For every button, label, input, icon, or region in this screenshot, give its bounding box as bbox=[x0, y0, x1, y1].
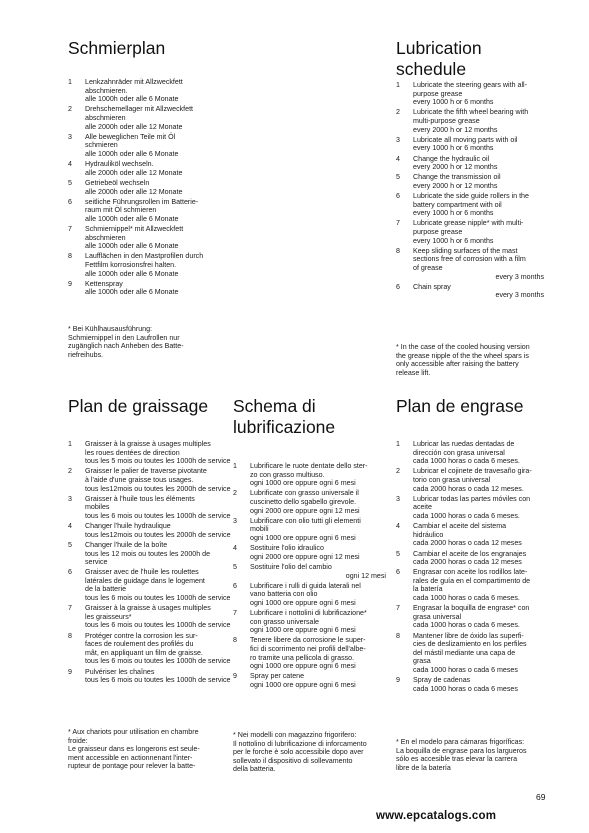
list-item bbox=[68, 631, 231, 666]
item-number: 2 bbox=[68, 467, 72, 476]
item-line: cuscinetto dello sgabello girevole. bbox=[250, 497, 357, 506]
note-de bbox=[68, 325, 228, 359]
item-line: Lubrificate con grasso universale il bbox=[250, 489, 359, 498]
item-line: alle 1000h oder alle 6 Monate bbox=[85, 269, 179, 278]
list-item bbox=[68, 467, 231, 493]
item-number: 6 bbox=[396, 568, 400, 577]
item-line: alle 2000h oder alle 12 Monate bbox=[85, 168, 183, 177]
item-number: 8 bbox=[68, 252, 72, 261]
item-number: 2 bbox=[68, 105, 72, 114]
item-number: 7 bbox=[396, 604, 400, 613]
item-line: every 2000 h or 12 months bbox=[413, 163, 498, 172]
item-line: cada 1000 horas o cada 6 meses. bbox=[413, 457, 520, 466]
item-number: 7 bbox=[68, 225, 72, 234]
note-line: * In the case of the cooled housing version bbox=[396, 343, 530, 351]
item-line: vano batteria con olio bbox=[250, 590, 318, 599]
item-line: Lenkzahnräder mit Allzweckfett bbox=[85, 78, 183, 86]
item-line: cada 2000 horas o cada 12 meses bbox=[413, 539, 522, 548]
list-item bbox=[68, 568, 231, 603]
item-line: tous les12mois ou toutes les 2000h de service bbox=[85, 484, 231, 493]
item-number: 7 bbox=[68, 604, 72, 613]
item-number: 7 bbox=[233, 609, 237, 618]
title-de bbox=[68, 38, 165, 59]
item-line: tous les 12 mois ou toutes les 2000h de bbox=[85, 549, 211, 558]
item-line: every 1000 h or 6 months bbox=[413, 98, 494, 107]
item-line: Sostituire l'olio idraulico bbox=[250, 544, 324, 553]
list-item bbox=[396, 219, 546, 245]
footer-watermark: www.epcatalogs.com bbox=[376, 810, 497, 822]
list-item bbox=[396, 81, 546, 107]
item-line: Keep sliding surfaces of the mast bbox=[413, 246, 518, 255]
list-item bbox=[233, 609, 388, 635]
item-number: 5 bbox=[68, 178, 72, 187]
item-number: 3 bbox=[233, 516, 237, 525]
list-en bbox=[396, 81, 546, 302]
item-line: ogni 1000 ore oppure ogni 6 mesi bbox=[250, 598, 356, 607]
item-number: 3 bbox=[68, 494, 72, 503]
item-line: alle 1000h oder alle 6 Monate bbox=[85, 214, 179, 223]
item-number: 1 bbox=[68, 440, 72, 448]
list-item bbox=[68, 252, 228, 278]
list-item bbox=[233, 636, 388, 670]
title-line: lubrificazione bbox=[233, 417, 336, 437]
list-item bbox=[68, 280, 228, 297]
item-line: tous les 5 mois ou toutes les 1000h de service bbox=[85, 457, 231, 466]
note-line: * En el modelo para cámaras frigoríficas: bbox=[396, 738, 525, 746]
item-number: 9 bbox=[233, 672, 237, 681]
item-line: ogni 1000 ore oppure ogni 6 mesi bbox=[250, 681, 356, 689]
item-line: Mantener libre de óxido las superfi- bbox=[413, 631, 524, 640]
item-number: 6 bbox=[396, 282, 400, 291]
item-line: Fettfilm korrosionsfrei halten. bbox=[85, 261, 177, 270]
item-line: ogni 1000 ore oppure ogni 6 mesi bbox=[250, 533, 356, 542]
item-line: Cambiar el aceite de los engranajes bbox=[413, 549, 527, 558]
item-line: schmieren bbox=[85, 141, 118, 150]
item-line: Chain spray bbox=[413, 282, 451, 291]
item-line: service bbox=[85, 558, 108, 567]
item-line: Lubricate the fifth wheel bearing with bbox=[413, 108, 529, 117]
item-line: del mástil mediante una capa de bbox=[413, 648, 516, 657]
list-item bbox=[68, 494, 231, 521]
list-item bbox=[68, 604, 231, 630]
note-line: sólo es accesible tras elevar la carrera bbox=[396, 755, 518, 764]
item-interval: ogni 12 mesi bbox=[345, 571, 386, 580]
note-it bbox=[233, 731, 388, 774]
item-line: Graisser avec de l'huile les roulettes bbox=[85, 568, 199, 577]
item-line: cada 2000 horas o cada 12 meses. bbox=[413, 484, 524, 493]
item-number: 7 bbox=[396, 219, 400, 228]
item-line: tous les12mois ou toutes les 2000h de service bbox=[85, 530, 231, 539]
item-number: 2 bbox=[396, 467, 400, 476]
item-line: tous les 6 mois ou toutes les 1000h de service bbox=[85, 621, 231, 630]
item-line: à l'aide d'une graisse tous usages. bbox=[85, 475, 194, 484]
item-line: Tenere libere da corrosione le super- bbox=[250, 636, 366, 645]
item-number: 8 bbox=[233, 636, 237, 645]
item-line: every 2000 h or 12 months bbox=[413, 181, 498, 190]
item-line: Engrasar con aceite los rodillos late- bbox=[413, 568, 528, 577]
item-line: purpose grease bbox=[413, 228, 463, 237]
item-line: Spray per catene bbox=[250, 672, 305, 681]
item-number: 1 bbox=[396, 440, 400, 448]
list-item bbox=[396, 495, 546, 521]
item-line: Kettenspray bbox=[85, 279, 123, 288]
title-fr bbox=[68, 396, 208, 417]
item-line: cada 1000 horas o cada 6 meses. bbox=[413, 594, 520, 603]
note-line: * Aux chariots pour utilisation en chambre bbox=[68, 728, 199, 736]
note-line: per le forche è solo accessibile dopo aver bbox=[233, 748, 364, 757]
list-item bbox=[396, 440, 546, 466]
item-line: latérales de guidage dans le logement bbox=[85, 576, 205, 585]
title-es bbox=[396, 396, 523, 417]
list-item bbox=[68, 667, 231, 685]
list-item bbox=[233, 489, 388, 515]
title-line: schedule bbox=[396, 59, 467, 79]
item-line: Spray de cadenas bbox=[413, 676, 471, 685]
item-line: Graisser à la graisse à usages multiples bbox=[85, 440, 211, 448]
item-number: 1 bbox=[396, 81, 400, 89]
note-line: froide: bbox=[68, 736, 88, 745]
item-line: fici di scorrimento nei profili dell'albe- bbox=[250, 645, 366, 654]
item-line: les graisseurs* bbox=[85, 612, 132, 621]
item-line: cada 1000 horas o cada 6 meses. bbox=[413, 621, 520, 630]
item-line: Drehschemellager mit Allzweckfett bbox=[85, 105, 194, 114]
item-line: Graisser à la graisse à usages multiples bbox=[85, 604, 211, 613]
item-number: 8 bbox=[396, 246, 400, 255]
note-es bbox=[396, 738, 546, 772]
item-number: 3 bbox=[396, 494, 400, 503]
item-line: purpose grease bbox=[413, 89, 463, 98]
item-line: of grease bbox=[413, 264, 443, 273]
item-line: grasa bbox=[413, 657, 431, 666]
item-line: Lubricate the steering gears with all- bbox=[413, 81, 527, 89]
item-number: 4 bbox=[233, 544, 237, 553]
list-item bbox=[68, 133, 228, 159]
item-line: tous les 6 mois ou toutes les 1000h de service bbox=[85, 511, 231, 520]
item-line: cada 1000 horas o cada 6 meses bbox=[413, 684, 518, 693]
list-item bbox=[233, 563, 388, 580]
item-line: ogni 1000 ore oppure ogni 6 mesi bbox=[250, 626, 356, 635]
item-line: Lubricar el cojinete de travesaño gira- bbox=[413, 467, 532, 476]
item-interval: every 3 months bbox=[495, 291, 544, 300]
note-line: the grease nipple of the the wheel spars is bbox=[396, 351, 529, 360]
item-line: battery compartment with oil bbox=[413, 200, 502, 209]
list-item bbox=[68, 198, 228, 224]
item-line: Lubrificare le ruote dentate dello ster- bbox=[250, 462, 368, 470]
note-line: zugänglich nach Anheben des Batte- bbox=[68, 342, 184, 351]
item-line: ogni 1000 ore oppure ogni 6 mesi bbox=[250, 479, 356, 488]
list-item bbox=[396, 676, 546, 693]
item-number: 8 bbox=[68, 631, 72, 640]
item-line: Schmiernippel* mit Allzweckfett bbox=[85, 225, 184, 234]
item-line: alle 1000h oder alle 6 Monate bbox=[85, 95, 179, 104]
item-line: abschmieren bbox=[85, 233, 126, 242]
item-number: 3 bbox=[68, 132, 72, 141]
item-number: 1 bbox=[68, 78, 72, 86]
item-line: Lubrificare i rulli di guida laterali nel bbox=[250, 581, 361, 590]
item-line: ogni 2000 ore oppure ogni 12 mesi bbox=[250, 506, 360, 515]
list-item bbox=[233, 582, 388, 608]
item-interval: every 3 months bbox=[495, 272, 544, 281]
item-line: alle 1000h oder alle 6 Monate bbox=[85, 149, 179, 158]
item-line: Lubricate grease nipple* with multi- bbox=[413, 219, 524, 228]
item-line: Hydrauliköl wechseln. bbox=[85, 160, 154, 169]
item-line: ro tramite una pellicola di grasso. bbox=[250, 653, 355, 662]
item-line: sections free of corrosion with a film bbox=[413, 255, 526, 264]
item-line: de la batterie bbox=[85, 585, 127, 594]
note-line: ment accessible en actionnenant l'inter- bbox=[68, 753, 193, 762]
item-line: zo con grasso multiuso. bbox=[250, 470, 325, 479]
title-line: Schema di bbox=[233, 396, 316, 416]
item-number: 9 bbox=[68, 279, 72, 288]
item-number: 6 bbox=[68, 197, 72, 206]
list-item bbox=[68, 160, 228, 177]
note-line: only accessible after raising the battery bbox=[396, 360, 519, 369]
item-line: Changer l'huile hydraulique bbox=[85, 522, 171, 531]
list-item bbox=[396, 550, 546, 567]
item-line: Lubrificare i nottolini di lubrificazione* bbox=[250, 609, 367, 618]
item-number: 2 bbox=[233, 489, 237, 498]
note-line: La boquilla de engrase para los largueros bbox=[396, 746, 527, 755]
item-line: seitliche Führungsrollen im Batterie- bbox=[85, 197, 199, 206]
list-item bbox=[68, 179, 228, 196]
item-line: hidráulico bbox=[413, 530, 444, 539]
list-item bbox=[68, 78, 228, 104]
item-line: ogni 2000 ore oppure ogni 12 mesi bbox=[250, 552, 360, 561]
item-line: rales de guía en el compartimento de bbox=[413, 576, 531, 585]
item-line: aceite bbox=[413, 503, 432, 512]
note-line: riefreihubs. bbox=[68, 350, 104, 359]
item-line: mobili bbox=[250, 525, 269, 534]
item-line: Graisser le palier de traverse pivotante bbox=[85, 467, 207, 476]
list-item bbox=[396, 155, 546, 172]
list-item bbox=[233, 672, 388, 689]
item-line: dirección con grasa universal bbox=[413, 448, 505, 457]
item-line: abschmieren. bbox=[85, 86, 128, 95]
item-number: 5 bbox=[68, 540, 72, 549]
note-line: * Bei Kühlhausausführung: bbox=[68, 325, 153, 333]
list-item bbox=[396, 568, 546, 602]
item-line: abschmieren bbox=[85, 113, 126, 122]
note-line: libre de la batería bbox=[396, 763, 451, 772]
item-line: every 1000 h or 6 months bbox=[413, 236, 494, 245]
item-number: 6 bbox=[233, 581, 237, 590]
item-number: 6 bbox=[396, 192, 400, 201]
item-line: cada 1000 horas o cada 6 meses bbox=[413, 666, 518, 674]
item-line: mât, en appliquant un film de graisse. bbox=[85, 648, 203, 657]
item-line: mobiles bbox=[85, 503, 110, 512]
note-en bbox=[396, 343, 546, 377]
title-line: Lubrication bbox=[396, 38, 482, 58]
note-line: della batteria. bbox=[233, 765, 276, 774]
item-line: every 1000 h or 6 months bbox=[413, 144, 494, 153]
item-line: Lubricar todas las partes móviles con bbox=[413, 494, 531, 503]
note-line: Il nottolino di lubrificazione di inforcamento bbox=[233, 739, 367, 748]
list-item bbox=[396, 522, 546, 548]
note-line: rupteur de pontage pour relever la batte- bbox=[68, 762, 196, 771]
item-line: la batería bbox=[413, 585, 443, 594]
item-line: tous les 6 mois ou toutes les 1000h de service bbox=[85, 657, 231, 666]
item-number: 4 bbox=[396, 154, 400, 163]
item-line: con grasso universale bbox=[250, 617, 320, 626]
item-line: Change the hydraulic oil bbox=[413, 154, 490, 163]
page-number: 69 bbox=[536, 792, 546, 802]
item-number: 8 bbox=[396, 631, 400, 640]
title-line: Plan de engrase bbox=[396, 396, 524, 416]
list-item bbox=[396, 136, 546, 153]
item-line: every 2000 h or 12 months bbox=[413, 125, 498, 134]
item-line: Graisser à l'huile tous les éléments bbox=[85, 494, 195, 503]
note-line: sollevato il dispositivo di sollevamento bbox=[233, 756, 353, 765]
list-item bbox=[68, 541, 228, 567]
item-line: Lubrificare con olio tutti gli elementi bbox=[250, 516, 361, 525]
list-it bbox=[233, 462, 388, 691]
item-line: alle 1000h oder alle 6 Monate bbox=[85, 288, 179, 297]
item-line: alle 2000h oder alle 12 Monate bbox=[85, 122, 183, 131]
list-item bbox=[396, 108, 546, 134]
item-line: Engrasar la boquilla de engrase* con bbox=[413, 604, 530, 613]
list-item bbox=[396, 467, 546, 493]
item-line: faces de roulement des profilés du bbox=[85, 640, 194, 649]
list-item bbox=[68, 225, 228, 251]
item-line: Sostituire l'olio del cambio bbox=[250, 562, 332, 571]
item-number: 3 bbox=[396, 135, 400, 144]
item-number: 5 bbox=[396, 549, 400, 558]
note-line: Schmiernippel in den Laufrollen nur bbox=[68, 333, 180, 342]
item-line: Alle beweglichen Teile mit Öl bbox=[85, 132, 176, 141]
item-line: Changer l'huile de la boîte bbox=[85, 540, 168, 549]
list-item bbox=[68, 440, 231, 466]
item-line: alle 1000h oder alle 6 Monate bbox=[85, 242, 179, 251]
item-line: Cambiar el aceite del sistema bbox=[413, 522, 507, 531]
item-line: tous les 6 mois ou toutes les 1000h de service bbox=[85, 594, 231, 603]
list-item bbox=[396, 247, 546, 281]
item-line: cies de deslizamiento en los perfiles bbox=[413, 640, 527, 649]
title-en bbox=[396, 38, 482, 80]
item-line: cada 1000 horas o cada 6 meses. bbox=[413, 511, 520, 520]
note-fr bbox=[68, 728, 228, 771]
item-number: 4 bbox=[396, 522, 400, 531]
note-line: * Nei modelli con magazzino frigorifero: bbox=[233, 731, 357, 739]
item-line: every 1000 h or 6 months bbox=[413, 209, 494, 218]
item-line: cada 2000 horas o cada 12 meses bbox=[413, 558, 522, 567]
item-number: 2 bbox=[396, 108, 400, 117]
item-line: Lubricar las ruedas dentadas de bbox=[413, 440, 515, 448]
item-line: torio con grasa universal bbox=[413, 475, 491, 484]
item-line: grasa universal bbox=[413, 612, 462, 621]
item-number: 4 bbox=[68, 522, 72, 531]
list-item bbox=[396, 173, 546, 190]
title-line: Plan de graissage bbox=[68, 396, 209, 416]
list-es bbox=[396, 440, 546, 695]
list-item bbox=[68, 105, 228, 131]
list-item bbox=[396, 632, 546, 675]
note-line: Le graisseur dans es longerons est seule- bbox=[68, 745, 200, 754]
item-number: 9 bbox=[68, 667, 72, 676]
note-line: release lift. bbox=[396, 368, 431, 377]
title-line: Schmierplan bbox=[68, 38, 166, 58]
item-line: tous les 6 mois ou toutes les 1000h de service bbox=[85, 676, 231, 685]
list-item bbox=[233, 517, 388, 543]
item-line: Protéger contre la corrosion les sur- bbox=[85, 631, 198, 640]
list-item bbox=[233, 544, 388, 561]
item-number: 5 bbox=[396, 173, 400, 182]
list-item bbox=[396, 604, 546, 630]
list-de bbox=[68, 78, 228, 299]
item-number: 9 bbox=[396, 676, 400, 685]
item-line: ogni 1000 ore oppure ogni 6 mesi bbox=[250, 662, 356, 671]
title-it bbox=[233, 396, 335, 438]
item-number: 5 bbox=[233, 562, 237, 571]
item-number: 4 bbox=[68, 160, 72, 169]
list-item bbox=[396, 192, 546, 218]
item-line: Change the transmission oil bbox=[413, 173, 501, 182]
item-line: alle 2000h oder alle 12 Monate bbox=[85, 187, 183, 196]
list-item bbox=[233, 462, 388, 488]
item-line: multi-purpose grease bbox=[413, 116, 480, 125]
list-fr bbox=[68, 440, 231, 686]
item-line: Getriebeöl wechseln bbox=[85, 178, 150, 187]
item-line: Pulvériser les chaînes bbox=[85, 667, 155, 676]
list-item bbox=[396, 283, 546, 300]
item-line: les roues dentées de direction bbox=[85, 448, 180, 457]
item-line: Lubricate the side guide rollers in the bbox=[413, 192, 529, 201]
item-line: raum mit Öl schmieren bbox=[85, 206, 157, 215]
item-number: 1 bbox=[233, 462, 237, 470]
item-number: 6 bbox=[68, 568, 72, 577]
item-line: Lubricate all moving parts with oil bbox=[413, 135, 518, 144]
list-item bbox=[68, 522, 231, 539]
item-line: Laufflächen in den Mastprofilen durch bbox=[85, 252, 204, 261]
